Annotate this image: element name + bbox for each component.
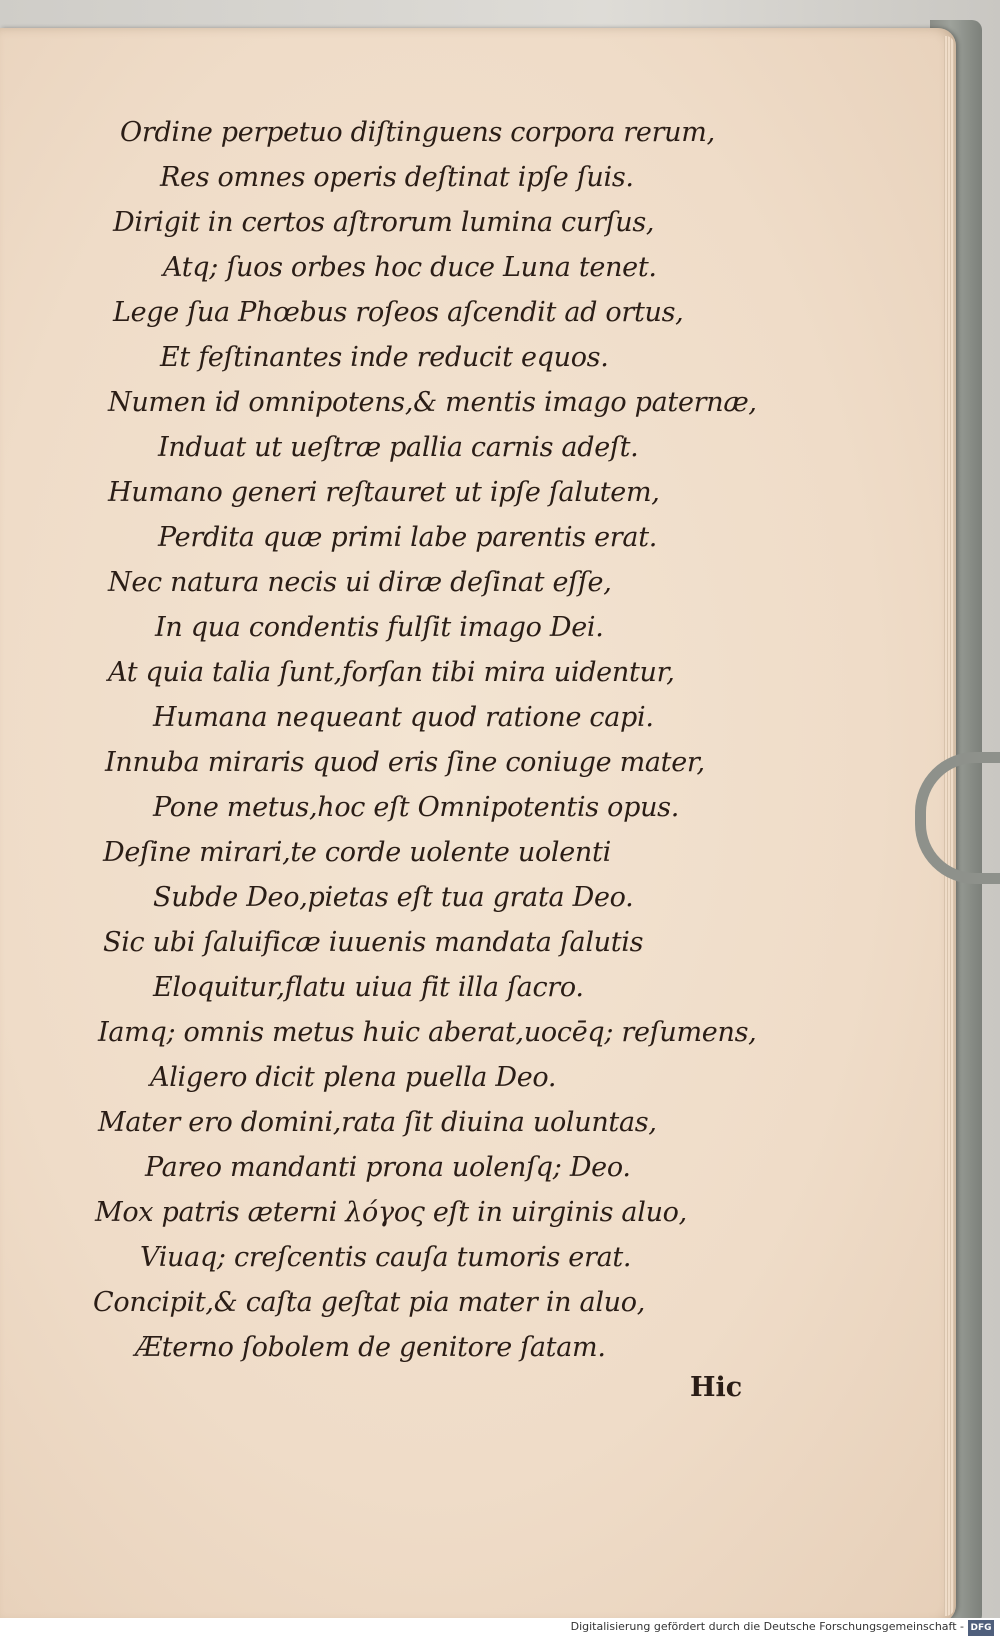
verse-line: Nec natura necis ui diræ deſinat eſſe, <box>108 567 612 598</box>
verse-line: Concipit,& caſta geſtat pia mater in aluo, <box>93 1287 645 1318</box>
verse-line: Iamq; omnis metus huic aberat,uocēq; reſumens, <box>98 1017 757 1048</box>
verse-line: Lege ſua Phœbus roſeos aſcendit ad ortus, <box>113 297 684 328</box>
verse-line: Subde Deo,pietas eſt tua grata Deo. <box>153 882 634 913</box>
verse-line: Dirigit in certos aſtrorum lumina curſus, <box>113 207 655 238</box>
verse-line: Mox patris æterni λόγος eſt in uirginis aluo, <box>95 1197 687 1228</box>
verse-line: Mater ero domini,rata ſit diuina uoluntas, <box>98 1107 657 1138</box>
catchword: Hic <box>690 1372 743 1403</box>
verse-line: Humano generi reſtauret ut ipſe ſalutem, <box>108 477 660 508</box>
verse-line: Atq; ſuos orbes hoc duce Luna tenet. <box>163 252 657 283</box>
verse-line: Et feſtinantes inde reducit equos. <box>160 342 609 373</box>
verse-line: At quia talia ſunt,forſan tibi mira uidentur, <box>108 657 675 688</box>
verse-line: Ordine perpetuo diſtinguens corpora rerum, <box>120 117 715 148</box>
verse-line: Induat ut ueſtræ pallia carnis adeſt. <box>158 432 639 463</box>
verse-line: Æterno ſobolem de genitore ſatam. <box>135 1332 606 1363</box>
dfg-logo: DFG <box>968 1620 994 1636</box>
verse-line: Viuaq; creſcentis cauſa tumoris erat. <box>140 1242 632 1273</box>
verse-line: Innuba miraris quod eris ſine coniuge mater, <box>105 747 705 778</box>
verse-line: Numen id omnipotens,& mentis imago paternæ, <box>108 387 757 418</box>
verse-line: Aligero dicit plena puella Deo. <box>150 1062 557 1093</box>
verse-line: Humana nequeant quod ratione capi. <box>153 702 654 733</box>
verse-line: Res omnes operis deſtinat ipſe ſuis. <box>160 162 634 193</box>
verse-line: Pone metus,hoc eſt Omnipotentis opus. <box>153 792 680 823</box>
verse-line: Perdita quæ primi labe parentis erat. <box>158 522 658 553</box>
funding-credit: Digitalisierung gefördert durch die Deutsche Forschungsgemeinschaft - <box>570 1620 964 1633</box>
verse-line: Eloquitur,flatu uiua fit illa ſacro. <box>153 972 584 1003</box>
verse-line: Sic ubi ſaluificæ iuuenis mandata ſalutis <box>103 927 644 958</box>
footer-bar <box>0 1618 1000 1639</box>
verse-line: In qua condentis fulſit imago Dei. <box>155 612 604 643</box>
verse-line: Deſine mirari,te corde uolente uolenti <box>103 837 611 868</box>
verse-line: Pareo mandanti prona uolenſq; Deo. <box>145 1152 631 1183</box>
